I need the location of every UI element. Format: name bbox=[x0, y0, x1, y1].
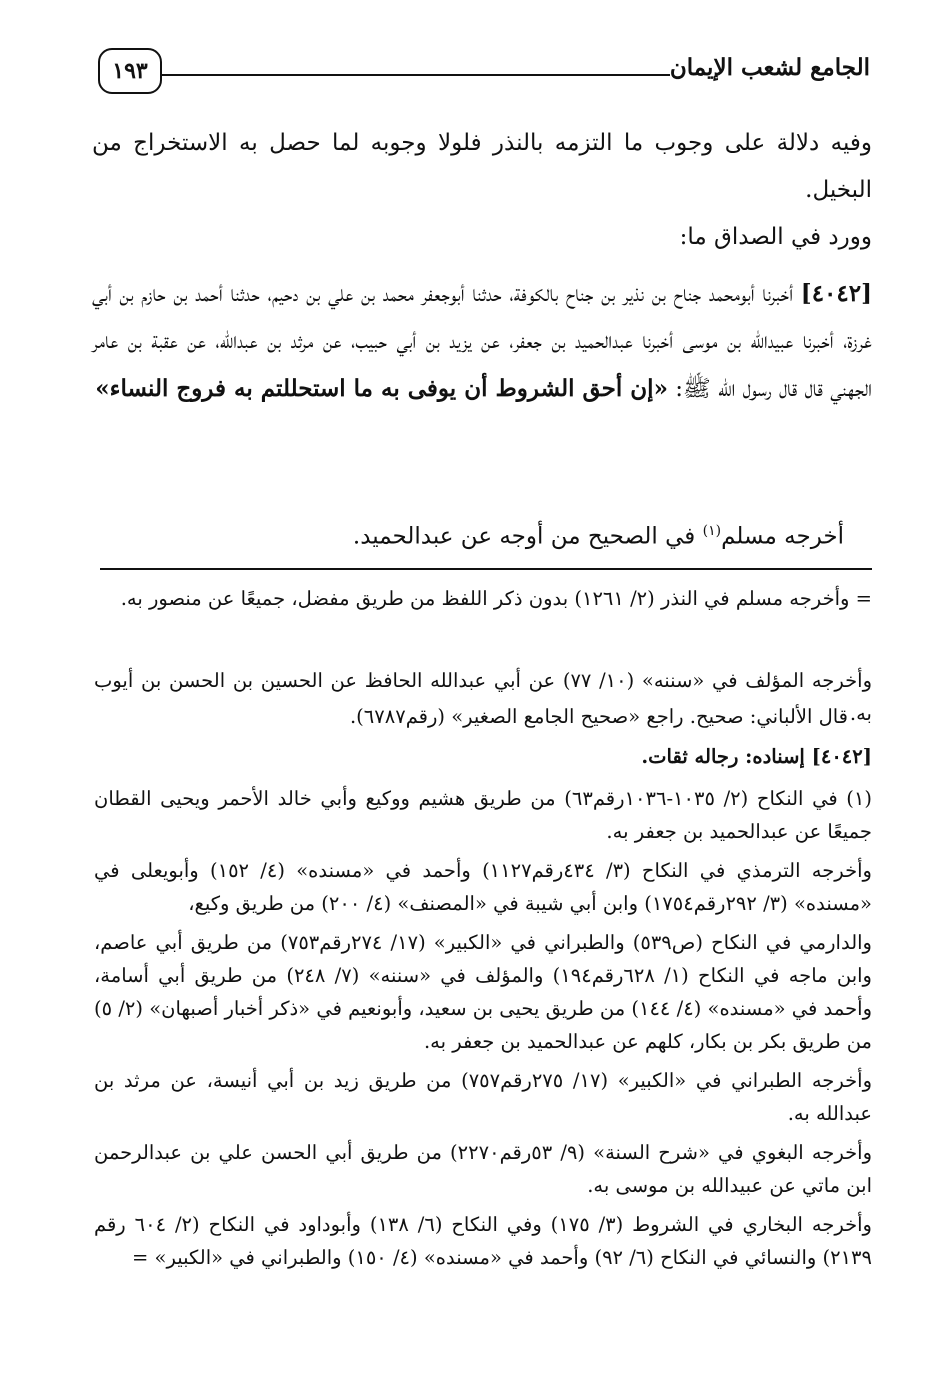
hadith-text: «إن أحق الشروط أن يوفى به ما استحللتم به فروج النساء» bbox=[95, 375, 668, 402]
paragraph-nadhr: وفيه دلالة على وجوب ما التزمه بالنذر فلولا وجوبه لما حصل به الاستخراج من البخيل. bbox=[92, 130, 872, 203]
takhrij-line bbox=[353, 508, 844, 561]
takhrij-start: أخرجه مسلم bbox=[721, 523, 844, 550]
page-number-badge: ١٩٣ bbox=[98, 48, 162, 94]
footnote-list bbox=[94, 782, 872, 1280]
footnote-ref[interactable]: (١) bbox=[702, 523, 722, 539]
hadith-number: [٤٠٤٢] bbox=[800, 280, 872, 307]
page-header bbox=[98, 40, 870, 102]
footnote-isnad: [٤٠٤٢] إسناده: رجاله ثقات. bbox=[641, 745, 872, 768]
hadith-chain: أخبرنا أبومحمد جناح بن نذير بن جناح بالكوفة، حدثنا أبوجعفر محمد بن علي بن دحيم، حدثنا أحمد بن حازم بن أبي غرزة، أخبرنا عبيدالله بن موسى أخبرنا عبدالحميد بن جعفر، عن يزيد بن أبي حبيب، عن مرثد بن عبدالله، عن عقبة بن عامر الجهني قال قال رسول الله ﷺ: bbox=[92, 281, 872, 402]
paragraph-sadaq: وورد في الصداق ما: bbox=[679, 224, 872, 250]
footnote-albani: قال الألباني: صحيح. راجع «صحيح الجامع الصغير» (رقم٦٧٨٧). bbox=[349, 705, 848, 728]
footnote-item: والدارمي في النكاح (ص٥٣٩) والطبراني في «الكبير» (١٧/ ٢٧٤رقم٧٥٣) من طريق أبي عاصم، وابن ماجه في النكاح (١/ ٦٢٨رقم١٩٤) والمؤلف في «سننه» (٧/ ٢٤٨) من طريق أبي أسامة، وأحمد في «مسنده» (٤/ ١٤٤) من طريق يحيى بن سعيد، وأبونعيم في «ذكر أخبار أصبهان» (٢/ ٥) من طريق بكر بن بكار، كلهم عن عبدالحميد بن جعفر به. bbox=[94, 931, 873, 1053]
footnote-item: (١) في النكاح (٢/ ١٠٣٥-١٠٣٦رقم٦٣) من طريق هشيم ووكيع وأبي خالد الأحمر ويحيى القطان جميعًا عن عبدالحميد بن جعفر به. bbox=[94, 787, 872, 843]
running-title: الجامع لشعب الإيمان bbox=[669, 54, 870, 81]
footnote-item: وأخرجه البغوي في «شرح السنة» (٩/ ٥٣رقم٢٢٧٠) من طريق أبي الحسن علي بن عبدالرحمن ابن ماتي عن عبيدالله بن موسى به. bbox=[94, 1141, 872, 1197]
footnote-separator bbox=[100, 568, 872, 570]
footnote-item: وأخرجه الطبراني في «الكبير» (١٧/ ٢٧٥رقم٧٥٧) من طريق زيد بن أبي أنيسة، عن مرثد بن عبدالله به. bbox=[94, 1069, 873, 1125]
header-rule bbox=[162, 74, 670, 76]
footnote-item: وأخرجه البخاري في الشروط (٣/ ١٧٥) وفي النكاح (٦/ ١٣٨) وأبوداود في النكاح (٢/ ٦٠٤ رقم ٢١٣٩) والنسائي في النكاح (٦/ ٩٢) وأحمد في «مسنده» (٤/ ١٥٠) والطبراني في «الكبير» = bbox=[94, 1213, 872, 1269]
footnote-author-sunan: وأخرجه المؤلف في «سننه» (١٠/ ٧٧) عن أبي عبدالله الحافظ عن الحسين بن الحسن بن أيوب به. bbox=[94, 669, 872, 725]
footnote-item: وأخرجه الترمذي في النكاح (٣/ ٤٣٤رقم١١٢٧) وأحمد في «مسنده» (٤/ ١٥٢) وأبويعلى في «مسنده» (٣/ ٢٩٢رقم١٧٥٤) وابن أبي شيبة في «المصنف» (٤/ ٢٠٠) من طريق وكيع، bbox=[94, 859, 872, 915]
footnote-continuation: = وأخرجه مسلم في النذر (٢/ ١٢٦١) بدون ذكر اللفظ من طريق مفضل، جميعًا عن منصور به. bbox=[120, 587, 872, 610]
takhrij-end: في الصحيح من أوجه عن عبدالحميد. bbox=[352, 523, 703, 550]
hadith-4042 bbox=[92, 270, 872, 413]
